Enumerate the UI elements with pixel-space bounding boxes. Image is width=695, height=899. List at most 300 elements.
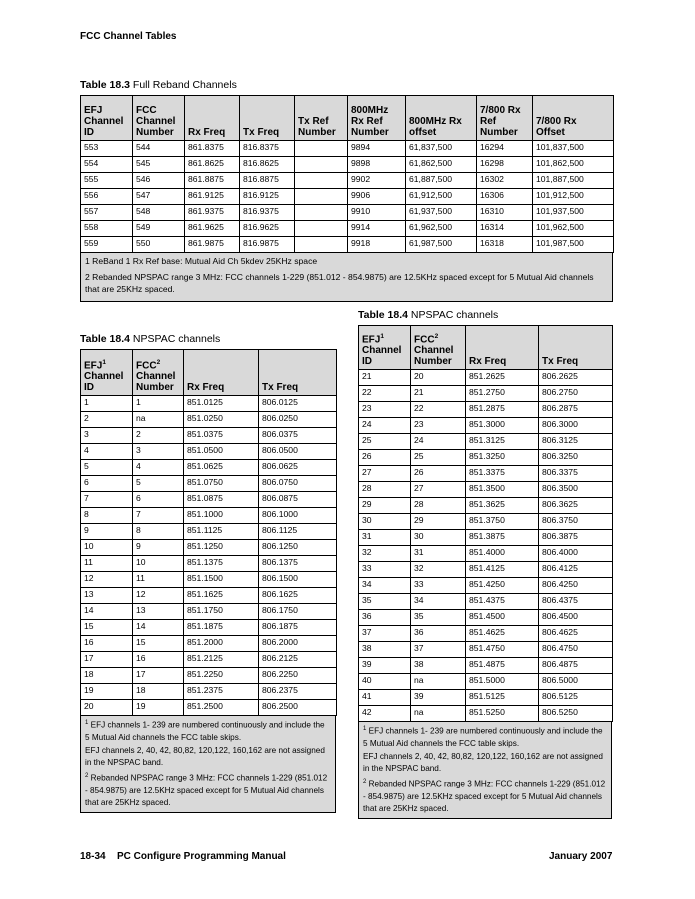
note-1: 1 ReBand 1 Rx Ref base: Mutual Aid Ch 5kdev 25KHz space: [85, 256, 318, 266]
table-cell: 23: [359, 402, 411, 418]
table-cell: 23: [411, 418, 466, 434]
table-cell: 851.1875: [184, 620, 259, 636]
table-cell: 851.4375: [466, 594, 539, 610]
table-cell: [295, 157, 348, 173]
table-row: [81, 173, 614, 189]
table-cell: 816.9125: [240, 189, 295, 205]
table-cell: 15: [81, 620, 133, 636]
table-cell: 11: [133, 572, 184, 588]
table-cell: 816.9375: [240, 205, 295, 221]
table-cell: 10: [133, 556, 184, 572]
caption-text: NPSPAC channels: [410, 309, 499, 321]
table-cell: 9: [81, 524, 133, 540]
table-cell: 851.2125: [184, 652, 259, 668]
table-cell: 14: [81, 604, 133, 620]
table-row: [359, 498, 613, 514]
table-cell: 29: [411, 514, 466, 530]
table-cell: 29: [359, 498, 411, 514]
table-18-4-left-notes: [80, 716, 336, 813]
table-cell: 851.0750: [184, 476, 259, 492]
table-row: [359, 482, 613, 498]
table-cell: 37: [411, 642, 466, 658]
table-cell: 9894: [348, 141, 406, 157]
table-cell: 32: [411, 562, 466, 578]
col-tx-freq: Tx Freq: [259, 350, 337, 396]
table-cell: 21: [359, 370, 411, 386]
table-cell: 61,912,500: [406, 189, 477, 205]
table-cell: 25: [359, 434, 411, 450]
table-18-3-notes: [80, 253, 613, 302]
table-cell: 36: [411, 626, 466, 642]
table-row: [359, 674, 613, 690]
table-cell: 26: [359, 450, 411, 466]
table-cell: 14: [133, 620, 184, 636]
table-cell: 806.3625: [539, 498, 613, 514]
table-cell: 806.4500: [539, 610, 613, 626]
table-row: [359, 450, 613, 466]
table-cell: 8: [81, 508, 133, 524]
table-cell: 806.4250: [539, 578, 613, 594]
note-1: $^1$ EFJ channels 1- 239 are numbered continuously and include the 5 Mutual Aid channels the FCC table skips.: [85, 720, 325, 743]
table-cell: 35: [359, 594, 411, 610]
table-cell: 806.4125: [539, 562, 613, 578]
table-row: [81, 620, 337, 636]
table-cell: 546: [133, 173, 185, 189]
table-cell: 851.3625: [466, 498, 539, 514]
table-cell: 1: [133, 396, 184, 412]
table-cell: 16294: [477, 141, 533, 157]
table-cell: 24: [411, 434, 466, 450]
table-cell: 34: [411, 594, 466, 610]
table-row: [81, 700, 337, 716]
table-cell: 101,962,500: [533, 221, 614, 237]
table-cell: 806.4750: [539, 642, 613, 658]
table-18-3-block: [80, 95, 613, 302]
table-cell: 851.4125: [466, 562, 539, 578]
table-row: [81, 476, 337, 492]
table-cell: 851.1250: [184, 540, 259, 556]
table-cell: 4: [81, 444, 133, 460]
table-cell: 806.2125: [259, 652, 337, 668]
column-header: 7/800 Rx Ref Number: [477, 96, 533, 141]
table-cell: 851.3500: [466, 482, 539, 498]
table-18-4-right-caption: [358, 309, 498, 321]
table-cell: 806.0750: [259, 476, 337, 492]
table-cell: 12: [133, 588, 184, 604]
table-cell: 16310: [477, 205, 533, 221]
table-cell: 851.0250: [184, 412, 259, 428]
table-18-3-caption: [80, 79, 237, 91]
table-row: [359, 690, 613, 706]
table-cell: 18: [81, 668, 133, 684]
table-cell: 806.1250: [259, 540, 337, 556]
table-cell: 806.3125: [539, 434, 613, 450]
table-row: [81, 412, 337, 428]
table-cell: 806.0250: [259, 412, 337, 428]
table-cell: 16306: [477, 189, 533, 205]
table-cell: na: [411, 706, 466, 722]
table-cell: 851.1375: [184, 556, 259, 572]
table-cell: 20: [81, 700, 133, 716]
caption-text: NPSPAC channels: [132, 333, 221, 345]
table-cell: 806.0875: [259, 492, 337, 508]
note-2: 2 Rebanded NPSPAC range 3 MHz: FCC channels 1-229 (851.012 - 854.9875) are 12.5KHz spaced except for 5 Mutual Aid channels that are 25KHz spaced.: [85, 272, 594, 294]
table-cell: 39: [359, 658, 411, 674]
table-cell: 21: [411, 386, 466, 402]
table-cell: 806.3500: [539, 482, 613, 498]
table-row: [359, 706, 613, 722]
table-row: [81, 604, 337, 620]
table-cell: 39: [411, 690, 466, 706]
caption-text: Full Reband Channels: [132, 79, 237, 91]
table-cell: 42: [359, 706, 411, 722]
table-row: [359, 658, 613, 674]
table-cell: 861.9625: [185, 221, 240, 237]
table-18-4-right-notes: [358, 722, 612, 819]
table-cell: 3: [133, 444, 184, 460]
table-row: [81, 668, 337, 684]
table-cell: 816.8375: [240, 141, 295, 157]
table-cell: 16318: [477, 237, 533, 253]
table-cell: 17: [81, 652, 133, 668]
col-tx-freq: Tx Freq: [539, 326, 613, 370]
table-cell: 18: [133, 684, 184, 700]
table-cell: 816.8875: [240, 173, 295, 189]
table-cell: [295, 141, 348, 157]
table-cell: 806.4875: [539, 658, 613, 674]
table-cell: 806.4000: [539, 546, 613, 562]
table-cell: 861.8625: [185, 157, 240, 173]
table-cell: 558: [81, 221, 133, 237]
table-row: [81, 157, 614, 173]
table-cell: 61,987,500: [406, 237, 477, 253]
table-cell: 550: [133, 237, 185, 253]
table-cell: 24: [359, 418, 411, 434]
table-row: [359, 466, 613, 482]
table-cell: 851.2250: [184, 668, 259, 684]
table-cell: 806.5250: [539, 706, 613, 722]
table-cell: 556: [81, 189, 133, 205]
table-row: [359, 402, 613, 418]
column-header: FCC Channel Number: [133, 96, 185, 141]
table-cell: 861.9375: [185, 205, 240, 221]
table-cell: 806.2875: [539, 402, 613, 418]
table-cell: 40: [359, 674, 411, 690]
note-1b: EFJ channels 2, 40, 42, 80,82, 120,122, 160,162 are not assigned in the NPSPAC band.: [85, 745, 325, 768]
table-cell: 13: [81, 588, 133, 604]
table-cell: 36: [359, 610, 411, 626]
table-cell: 11: [81, 556, 133, 572]
table-cell: [295, 237, 348, 253]
table-cell: 5: [133, 476, 184, 492]
table-cell: 101,887,500: [533, 173, 614, 189]
table-cell: 9910: [348, 205, 406, 221]
table-cell: 9914: [348, 221, 406, 237]
table-cell: 806.3000: [539, 418, 613, 434]
table-cell: 33: [411, 578, 466, 594]
table-cell: 25: [411, 450, 466, 466]
table-cell: 9898: [348, 157, 406, 173]
table-cell: 851.2500: [184, 700, 259, 716]
column-header: 7/800 Rx Offset: [533, 96, 614, 141]
table-cell: 32: [359, 546, 411, 562]
full-reband-table: [80, 95, 614, 253]
table-cell: 12: [81, 572, 133, 588]
table-row: [81, 205, 614, 221]
table-cell: 806.4625: [539, 626, 613, 642]
table-cell: 806.1500: [259, 572, 337, 588]
table-cell: 544: [133, 141, 185, 157]
table-cell: 38: [411, 658, 466, 674]
table-cell: 806.1125: [259, 524, 337, 540]
col-rx-freq: Rx Freq: [184, 350, 259, 396]
table-cell: 851.0125: [184, 396, 259, 412]
table-row: [81, 524, 337, 540]
note-1b: EFJ channels 2, 40, 42, 80,82, 120,122, 160,162 are not assigned in the NPSPAC band.: [363, 751, 603, 774]
table-cell: 61,937,500: [406, 205, 477, 221]
table-cell: [295, 221, 348, 237]
caption-number: Table 18.4: [358, 309, 408, 321]
column-header: EFJ Channel ID: [81, 96, 133, 141]
table-row: [81, 460, 337, 476]
table-cell: 34: [359, 578, 411, 594]
table-cell: 548: [133, 205, 185, 221]
table-cell: 7: [81, 492, 133, 508]
table-cell: 806.5000: [539, 674, 613, 690]
table-cell: 851.5125: [466, 690, 539, 706]
table-row: [81, 396, 337, 412]
table-cell: 13: [133, 604, 184, 620]
table-cell: 7: [133, 508, 184, 524]
table-row: [359, 594, 613, 610]
table-cell: 816.9875: [240, 237, 295, 253]
table-18-4-right-block: [358, 325, 612, 819]
table-cell: 806.0125: [259, 396, 337, 412]
table-cell: 851.2875: [466, 402, 539, 418]
table-cell: 16302: [477, 173, 533, 189]
table-cell: 8: [133, 524, 184, 540]
table-cell: 806.2625: [539, 370, 613, 386]
table-cell: 15: [133, 636, 184, 652]
table-cell: 26: [411, 466, 466, 482]
table-row: [359, 610, 613, 626]
table-row: [359, 562, 613, 578]
table-cell: 806.2000: [259, 636, 337, 652]
table-row: [81, 652, 337, 668]
table-cell: 22: [359, 386, 411, 402]
table-cell: 806.0625: [259, 460, 337, 476]
table-cell: 38: [359, 642, 411, 658]
footer-date: January 2007: [549, 851, 613, 862]
col-fcc-channel-number: FCC$^2$ Channel Number: [411, 326, 466, 370]
column-header: Rx Freq: [185, 96, 240, 141]
table-cell: 806.1875: [259, 620, 337, 636]
table-cell: 5: [81, 460, 133, 476]
table-cell: 851.4500: [466, 610, 539, 626]
table-cell: 559: [81, 237, 133, 253]
table-cell: 41: [359, 690, 411, 706]
table-cell: 851.5000: [466, 674, 539, 690]
table-cell: 4: [133, 460, 184, 476]
table-cell: 806.1625: [259, 588, 337, 604]
table-cell: 851.1500: [184, 572, 259, 588]
table-cell: 19: [81, 684, 133, 700]
npspac-table-right: [358, 325, 613, 722]
table-row: [81, 508, 337, 524]
table-cell: 851.1125: [184, 524, 259, 540]
table-cell: 851.3000: [466, 418, 539, 434]
table-cell: 851.3375: [466, 466, 539, 482]
table-cell: 28: [359, 482, 411, 498]
table-row: [359, 434, 613, 450]
table-cell: 851.0875: [184, 492, 259, 508]
table-cell: 851.3125: [466, 434, 539, 450]
table-cell: 6: [81, 476, 133, 492]
note-2: $^2$ Rebanded NPSPAC range 3 MHz: FCC channels 1-229 (851.012 - 854.9875) are 12.5KHz spaced except for 5 Mutual Aid channels that are 25KHz spaced.: [85, 772, 328, 808]
table-cell: 9906: [348, 189, 406, 205]
table-cell: 851.2000: [184, 636, 259, 652]
table-cell: 851.4875: [466, 658, 539, 674]
table-cell: 16: [81, 636, 133, 652]
table-cell: 851.2375: [184, 684, 259, 700]
table-cell: 851.1000: [184, 508, 259, 524]
table-cell: 2: [133, 428, 184, 444]
table-cell: 806.3875: [539, 530, 613, 546]
table-cell: 61,837,500: [406, 141, 477, 157]
table-cell: 861.9125: [185, 189, 240, 205]
footer-page-number: 18-34: [80, 851, 106, 862]
caption-number: Table 18.4: [80, 333, 130, 345]
table-cell: 101,862,500: [533, 157, 614, 173]
note-2: $^2$ Rebanded NPSPAC range 3 MHz: FCC channels 1-229 (851.012 - 854.9875) are 12.5KHz spaced except for 5 Mutual Aid channels that are 25KHz spaced.: [363, 778, 606, 814]
table-cell: 806.1000: [259, 508, 337, 524]
table-cell: 101,912,500: [533, 189, 614, 205]
table-cell: 851.4750: [466, 642, 539, 658]
table-row: [359, 546, 613, 562]
table-row: [81, 141, 614, 157]
table-cell: 61,862,500: [406, 157, 477, 173]
table-cell: 3: [81, 428, 133, 444]
table-row: [81, 556, 337, 572]
table-cell: 101,937,500: [533, 205, 614, 221]
table-cell: 28: [411, 498, 466, 514]
table-cell: 851.3250: [466, 450, 539, 466]
table-cell: 17: [133, 668, 184, 684]
table-cell: 9902: [348, 173, 406, 189]
table-cell: 9: [133, 540, 184, 556]
table-cell: 545: [133, 157, 185, 173]
page-header: FCC Channel Tables: [80, 31, 177, 42]
table-cell: 851.2750: [466, 386, 539, 402]
table-cell: 549: [133, 221, 185, 237]
table-cell: 851.3750: [466, 514, 539, 530]
table-cell: 10: [81, 540, 133, 556]
note-1: $^1$ EFJ channels 1- 239 are numbered continuously and include the 5 Mutual Aid channels the FCC table skips.: [363, 726, 603, 749]
table-cell: 851.4000: [466, 546, 539, 562]
table-cell: 806.3750: [539, 514, 613, 530]
table-cell: 806.5125: [539, 690, 613, 706]
table-cell: 816.8625: [240, 157, 295, 173]
table-cell: 16314: [477, 221, 533, 237]
col-rx-freq: Rx Freq: [466, 326, 539, 370]
table-cell: 27: [411, 482, 466, 498]
table-cell: 851.4625: [466, 626, 539, 642]
table-cell: 553: [81, 141, 133, 157]
table-cell: 851.1750: [184, 604, 259, 620]
table-cell: 555: [81, 173, 133, 189]
table-cell: 19: [133, 700, 184, 716]
table-cell: 101,837,500: [533, 141, 614, 157]
table-cell: 851.0500: [184, 444, 259, 460]
table-cell: na: [411, 674, 466, 690]
col-efj-channel-id: EFJ$^1$ Channel ID: [81, 350, 133, 396]
table-cell: 851.1625: [184, 588, 259, 604]
table-cell: 31: [411, 546, 466, 562]
table-cell: 61,887,500: [406, 173, 477, 189]
table-cell: 1: [81, 396, 133, 412]
column-header: Tx Ref Number: [295, 96, 348, 141]
table-cell: 37: [359, 626, 411, 642]
table-cell: [295, 205, 348, 221]
table-row: [81, 636, 337, 652]
table-cell: 806.0375: [259, 428, 337, 444]
table-row: [81, 428, 337, 444]
table-cell: 30: [411, 530, 466, 546]
table-row: [81, 221, 614, 237]
table-cell: 22: [411, 402, 466, 418]
table-row: [81, 572, 337, 588]
table-cell: 35: [411, 610, 466, 626]
column-header: Tx Freq: [240, 96, 295, 141]
table-cell: 6: [133, 492, 184, 508]
table-cell: 31: [359, 530, 411, 546]
table-row: [359, 370, 613, 386]
table-cell: 20: [411, 370, 466, 386]
table-cell: 30: [359, 514, 411, 530]
table-cell: 16: [133, 652, 184, 668]
table-cell: 851.3875: [466, 530, 539, 546]
table-cell: 2: [81, 412, 133, 428]
table-cell: 27: [359, 466, 411, 482]
table-cell: 851.4250: [466, 578, 539, 594]
column-header: 800MHz Rx Ref Number: [348, 96, 406, 141]
table-cell: 816.9625: [240, 221, 295, 237]
table-cell: 806.2250: [259, 668, 337, 684]
table-cell: 101,987,500: [533, 237, 614, 253]
table-cell: 16298: [477, 157, 533, 173]
caption-number: Table 18.3: [80, 79, 130, 91]
table-cell: 861.8375: [185, 141, 240, 157]
table-cell: [295, 173, 348, 189]
npspac-table-left: [80, 349, 337, 716]
table-row: [359, 578, 613, 594]
table-cell: 547: [133, 189, 185, 205]
table-row: [81, 189, 614, 205]
table-row: [81, 492, 337, 508]
table-row: [359, 530, 613, 546]
table-row: [81, 588, 337, 604]
table-cell: [295, 189, 348, 205]
table-cell: 861.9875: [185, 237, 240, 253]
table-cell: 806.0500: [259, 444, 337, 460]
table-cell: 851.5250: [466, 706, 539, 722]
col-fcc-channel-number: FCC$^2$ Channel Number: [133, 350, 184, 396]
table-cell: 33: [359, 562, 411, 578]
table-cell: 557: [81, 205, 133, 221]
table-cell: 61,962,500: [406, 221, 477, 237]
table-cell: 554: [81, 157, 133, 173]
table-cell: 861.8875: [185, 173, 240, 189]
